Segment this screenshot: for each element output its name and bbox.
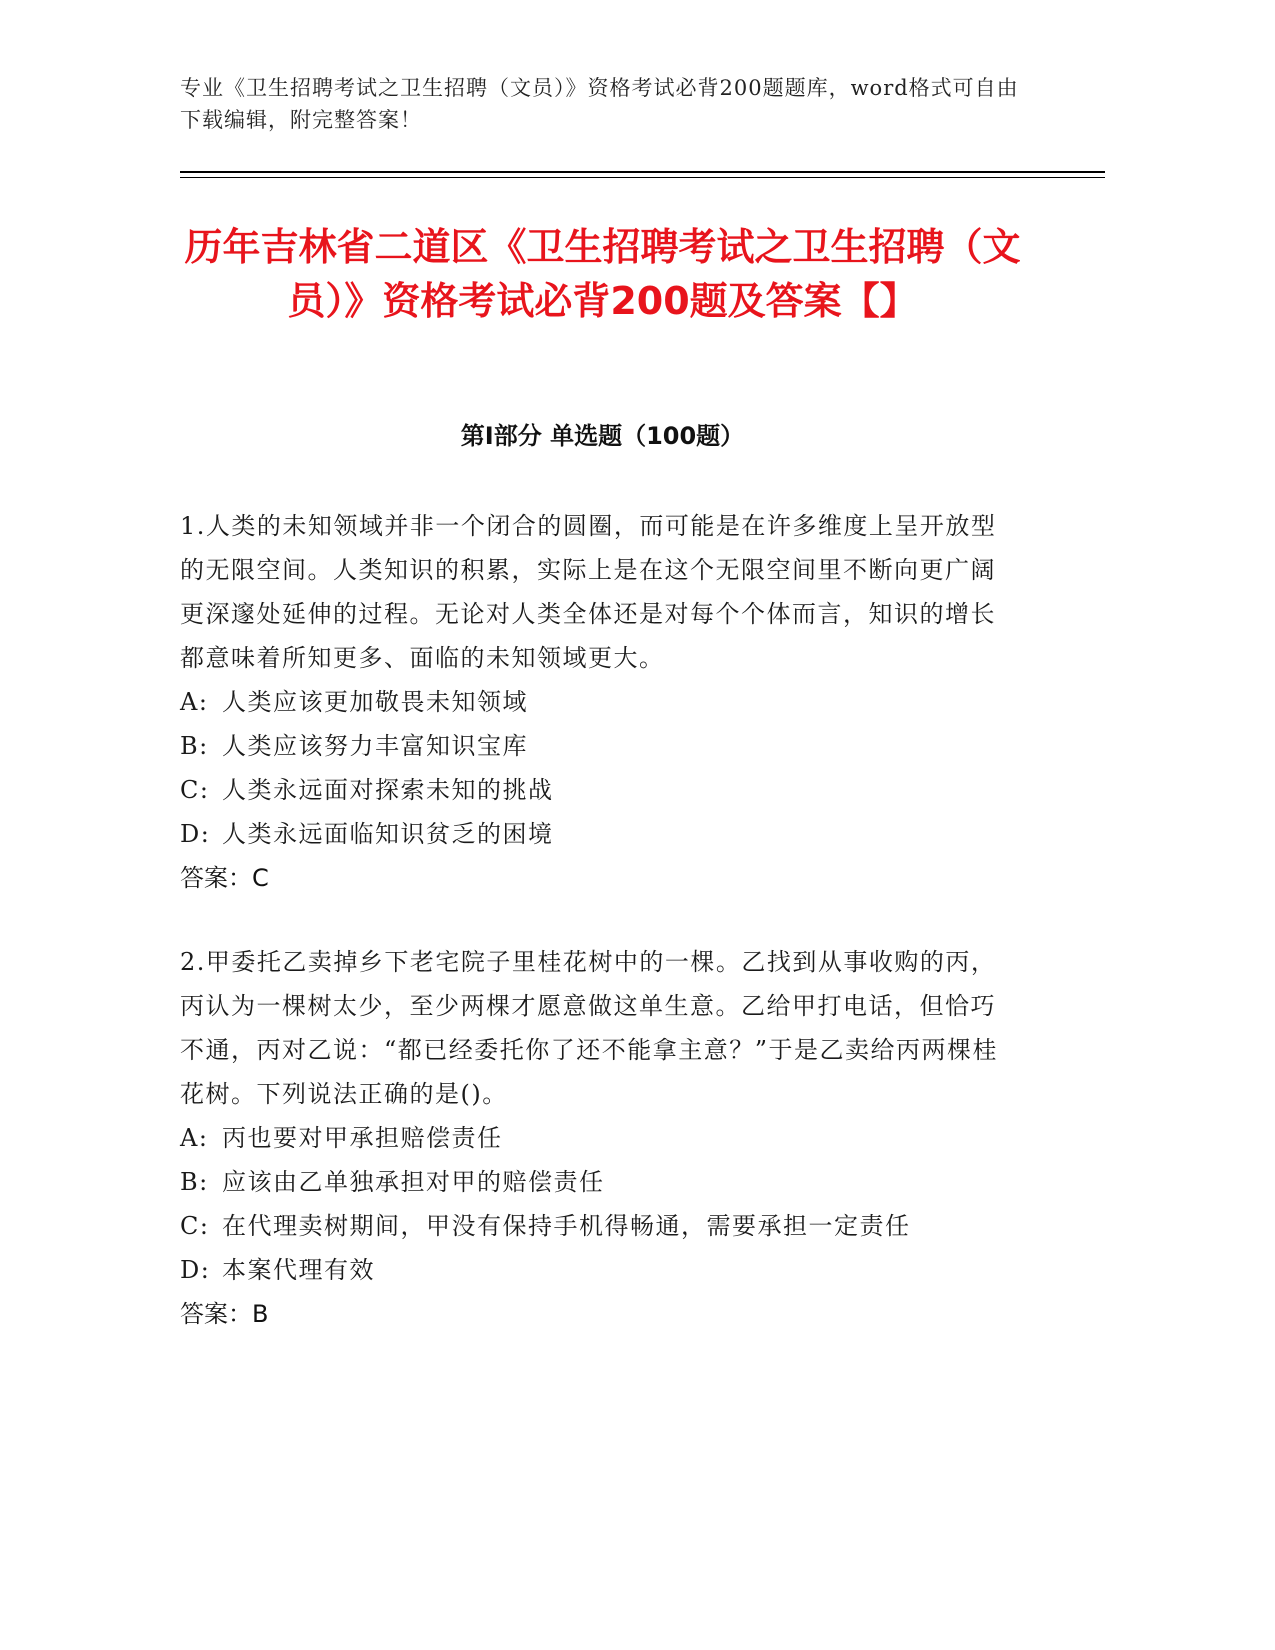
option-c (180, 768, 1020, 812)
section-heading: 第Ⅰ部分 单选题（100题） (460, 422, 745, 450)
option-list (180, 680, 1020, 856)
header-note: 专业《卫生招聘考试之卫生招聘（文员）》资格考试必背200题题库，word格式可自由下载编辑，附完整答案！ (180, 76, 1019, 132)
answer-line: 答案：C (180, 864, 269, 892)
option-key: C: (180, 1212, 210, 1240)
option-key: D: (180, 1256, 211, 1284)
option-key: D: (180, 820, 211, 848)
option-key: A: (180, 1124, 209, 1152)
option-text: 人类永远面临知识贫乏的困境 (222, 820, 554, 848)
option-a (180, 1116, 1020, 1160)
option-b (180, 1160, 1020, 1204)
option-text: 本案代理有效 (222, 1256, 375, 1284)
question-1 (180, 504, 1020, 900)
option-key: B: (180, 1168, 209, 1196)
header-divider-thin (180, 177, 1105, 178)
option-key: C: (180, 776, 210, 804)
option-a (180, 680, 1020, 724)
option-text: 丙也要对甲承担赔偿责任 (222, 1124, 503, 1152)
option-c (180, 1204, 1020, 1248)
document-title: 历年吉林省二道区《卫生招聘考试之卫生招聘（文员）》资格考试必背200题及答案【】 (184, 225, 1021, 323)
question-stem: 2.甲委托乙卖掉乡下老宅院子里桂花树中的一棵。乙找到从事收购的丙，丙认为一棵树太少，至少两棵才愿意做这单生意。乙给甲打电话，但恰巧不通，丙对乙说：“都已经委托你了还不能拿主意？”于是乙卖给丙两棵桂花树。下列说法正确的是()。 (180, 948, 999, 1108)
option-b (180, 724, 1020, 768)
option-text: 人类应该努力丰富知识宝库 (222, 732, 528, 760)
option-d (180, 812, 1020, 856)
option-text: 在代理卖树期间，甲没有保持手机得畅通，需要承担一定责任 (222, 1212, 911, 1240)
option-key: B: (180, 732, 209, 760)
answer-line: 答案：B (180, 1300, 269, 1328)
option-list (180, 1116, 1020, 1292)
option-text: 应该由乙单独承担对甲的赔偿责任 (222, 1168, 605, 1196)
option-key: A: (180, 688, 209, 716)
option-d (180, 1248, 1020, 1292)
question-2 (180, 940, 1020, 1336)
question-stem: 1.人类的未知领域并非一个闭合的圆圈，而可能是在许多维度上呈开放型的无限空间。人类知识的积累，实际上是在这个无限空间里不断向更广阔更深邃处延伸的过程。无论对人类全体还是对每个个体而言，知识的增长都意味着所知更多、面临的未知领域更大。 (180, 512, 997, 672)
option-text: 人类永远面对探索未知的挑战 (222, 776, 554, 804)
header-divider-thick (180, 171, 1105, 173)
option-text: 人类应该更加敬畏未知领域 (222, 688, 528, 716)
